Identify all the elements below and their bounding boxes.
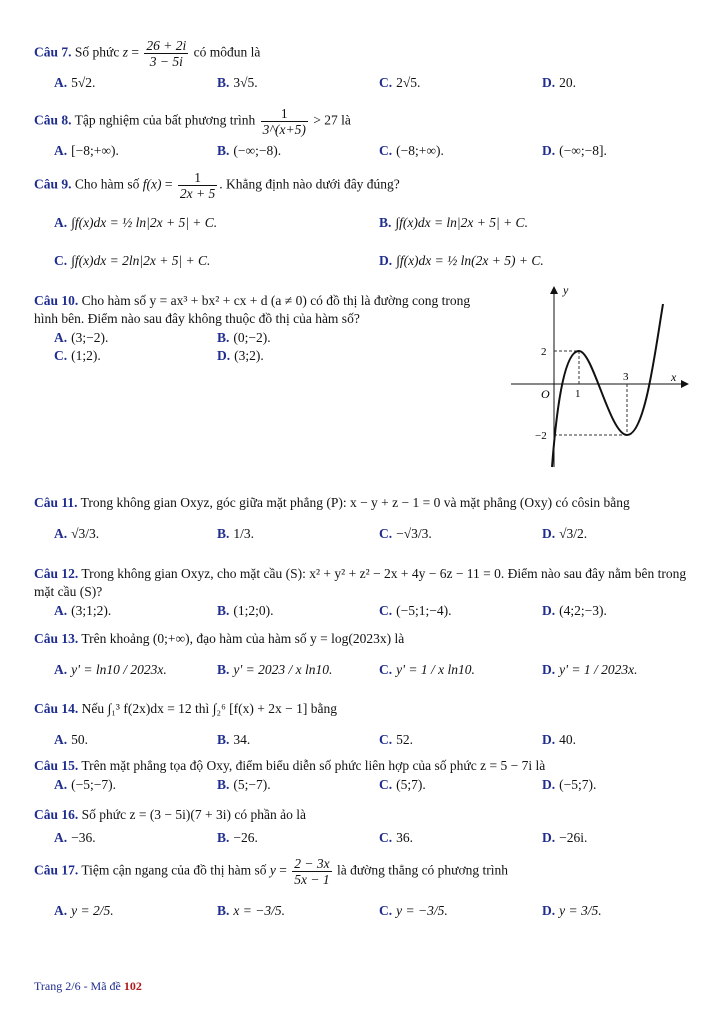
question-10 — [34, 292, 493, 364]
option-b[interactable]: B. −26. — [217, 830, 258, 845]
question-14 — [34, 700, 695, 752]
options — [34, 141, 695, 163]
option-a[interactable]: A. (3;1;2). — [54, 603, 112, 618]
option-d[interactable]: D. (4;2;−3). — [542, 603, 607, 618]
option-c[interactable]: C. (−8;+∞). — [379, 143, 444, 158]
question-11 — [34, 494, 695, 546]
tick-x1: 1 — [575, 388, 581, 400]
question-text: Trên khoảng (0;+∞), đạo hàm của hàm số y = log(2023x) là — [81, 631, 405, 646]
question-text: Trên mặt phẳng tọa độ Oxy, điểm biểu diễn số phức liên hợp của số phức z = 5 − 7i là — [81, 758, 546, 773]
question-label: Câu 8. — [34, 112, 72, 128]
question-8 — [34, 106, 695, 163]
option-b[interactable]: B. (1;2;0). — [217, 603, 274, 618]
options-row-2 — [34, 251, 695, 273]
option-c[interactable]: C. y = −3/5. — [379, 903, 448, 918]
option-a[interactable]: A. ∫f(x)dx = ½ ln|2x + 5| + C. — [54, 215, 218, 230]
options — [34, 730, 695, 752]
option-d[interactable]: D. (−5;7). — [542, 777, 597, 792]
option-a[interactable]: A. 50. — [54, 732, 88, 747]
option-c[interactable]: C. −√3/3. — [379, 526, 432, 541]
option-a[interactable]: A. y' = ln10 / 2023x. — [54, 662, 167, 677]
options — [34, 901, 695, 923]
question-text: Cho hàm số y = ax³ + bx² + cx + d (a ≠ 0) có đồ thị là đường cong trong hình bên. Điểm nào sau đây không thuộc đồ thị của hàm số? — [34, 293, 471, 326]
option-d[interactable]: D. (3;2). — [217, 348, 264, 363]
option-a[interactable]: A. (−5;−7). — [54, 777, 116, 792]
question-text: . Khẳng định nào dưới đây đúng? — [219, 176, 400, 192]
question-7: Câu 7. Số phức z = $\frac{26 + 2i}{3 - 5i}$ có môđun là A. 5√2. B. 3√5. C. 2√5. D. 20. — [34, 38, 695, 95]
question-text: Số phức — [74, 44, 120, 60]
option-d[interactable]: D. y' = 1 / 2023x. — [542, 662, 638, 677]
question-text: > 27 là — [313, 112, 351, 128]
option-a[interactable]: A. √3/3. — [54, 526, 100, 541]
option-c[interactable]: C. 2√5. — [379, 75, 421, 90]
option-a[interactable]: A. −36. — [54, 830, 96, 845]
cubic-graph — [505, 282, 690, 472]
y-axis-label: y — [563, 283, 569, 297]
tick-ym2: −2 — [535, 430, 547, 442]
question-label: Câu 17. — [34, 862, 79, 878]
question-label: Câu 9. — [34, 176, 72, 192]
tick-x3: 3 — [623, 371, 629, 383]
option-a[interactable]: A. y = 2/5. — [54, 903, 114, 918]
option-d[interactable]: D. (−∞;−8]. — [542, 143, 607, 158]
question-text: Trong không gian Oxyz, cho mặt cầu (S): x² + y² + z² − 2x + 4y − 6z − 11 = 0. Điểm nào sau đây nằm bên trong mặt cầu (S)? — [34, 566, 687, 599]
fraction: $\frac{26 + 2i}{3 - 5i}$ — [146, 38, 187, 69]
question-13 — [34, 630, 695, 682]
option-b[interactable]: B. (−∞;−8). — [217, 143, 282, 158]
options — [34, 73, 695, 95]
option-b[interactable]: B. ∫f(x)dx = ln|2x + 5| + C. — [379, 215, 528, 230]
option-b[interactable]: B. x = −3/5. — [217, 903, 285, 918]
page-footer — [34, 979, 142, 994]
option-d[interactable]: D. 40. — [542, 732, 576, 747]
question-text: Số phức z = (3 − 5i)(7 + 3i) có phần ảo là — [81, 807, 306, 822]
question-12 — [34, 565, 695, 623]
options-row-1 — [34, 328, 493, 346]
option-b[interactable]: B. 1/3. — [217, 526, 255, 541]
question-label: Câu 7. — [34, 44, 72, 60]
x-axis-label: x — [671, 370, 677, 384]
question-label: Câu 13. — [34, 631, 79, 646]
tick-y2: 2 — [541, 346, 547, 358]
options — [34, 828, 695, 850]
option-d[interactable]: D. ∫f(x)dx = ½ ln(2x + 5) + C. — [379, 253, 544, 268]
options — [34, 775, 695, 797]
options — [34, 660, 695, 682]
question-text: Cho hàm số — [74, 176, 140, 192]
footer-text: Trang 2/6 - Mã đề — [34, 979, 121, 993]
question-text: Tập nghiệm của bất phương trình — [74, 112, 256, 128]
question-9: Câu 9. Cho hàm số f(x) = $\frac{1}{2x + 5}$ . Khẳng định nào dưới đây đúng? A. ∫f(x)dx = ½ ln|2x + 5| + C. B. ∫f(x)dx = ln|2x + 5| + C. C. ∫f(x)dx = 2ln|2x + 5| + C. D. ∫f(x)dx = ½ ln(2x + 5) + C. — [34, 170, 695, 273]
question-label: Câu 14. — [34, 701, 79, 716]
option-d[interactable]: D. −26i. — [542, 830, 588, 845]
question-15 — [34, 757, 695, 797]
option-a[interactable]: A. 5√2. — [54, 75, 96, 90]
option-b[interactable]: B. 34. — [217, 732, 251, 747]
question-text: Tiệm cận ngang của đồ thị hàm số — [81, 862, 267, 878]
option-c[interactable]: C. y' = 1 / x ln10. — [379, 662, 475, 677]
question-label: Câu 10. — [34, 293, 79, 308]
question-label: Câu 16. — [34, 807, 79, 822]
question-text: là đường thẳng có phương trình — [337, 862, 509, 878]
option-c[interactable]: C. (−5;1;−4). — [379, 603, 452, 618]
option-a[interactable]: A. [−8;+∞). — [54, 143, 119, 158]
option-d[interactable]: D. 20. — [542, 75, 576, 90]
options-row-1 — [34, 213, 695, 235]
question-text: Trong không gian Oxyz, góc giữa mặt phẳng (P): x − y + z − 1 = 0 và mặt phẳng (Oxy) có côsin bằng — [80, 495, 630, 510]
fraction: $\frac{2 - 3x}{5x - 1}$ — [294, 856, 330, 887]
options-row-2 — [34, 346, 493, 364]
option-c[interactable]: C. ∫f(x)dx = 2ln|2x + 5| + C. — [54, 253, 211, 268]
option-c[interactable]: C. 52. — [379, 732, 413, 747]
question-text: Nếu ∫₁³ f(2x)dx = 12 thì ∫₂⁶ [f(x) + 2x − 1] bằng — [81, 701, 337, 716]
fraction: $\frac{1}{2x + 5}$ — [179, 170, 216, 201]
fraction: $\frac{1}{3\^{}(x+5)}$ — [262, 106, 306, 137]
option-c[interactable]: C. (1;2). — [54, 348, 101, 363]
option-a[interactable]: A. (3;−2). — [54, 330, 109, 345]
option-c[interactable]: C. (5;7). — [379, 777, 426, 792]
question-label: Câu 11. — [34, 495, 78, 510]
origin-label: O — [541, 387, 550, 401]
option-b[interactable]: B. (5;−7). — [217, 777, 271, 792]
option-c[interactable]: C. 36. — [379, 830, 413, 845]
question-label: Câu 12. — [34, 566, 79, 581]
question-text: có môđun là — [193, 44, 261, 60]
question-16 — [34, 806, 695, 850]
exam-code: 102 — [123, 979, 142, 993]
options — [34, 524, 695, 546]
option-b[interactable]: B. 3√5. — [217, 75, 258, 90]
option-b[interactable]: B. y' = 2023 / x ln10. — [217, 662, 333, 677]
option-d[interactable]: D. √3/2. — [542, 526, 588, 541]
question-label: Câu 15. — [34, 758, 79, 773]
question-17: Câu 17. Tiệm cận ngang của đồ thị hàm số y = $\frac{2 - 3x}{5x - 1}$ là đường thẳng có phương trình A. y = 2/5. B. x = −3/5. C. y = −3/5. D. y = 3/5. — [34, 856, 695, 923]
option-d[interactable]: D. y = 3/5. — [542, 903, 602, 918]
options — [34, 601, 695, 623]
cubic-curve — [552, 304, 663, 467]
option-b[interactable]: B. (0;−2). — [217, 330, 271, 345]
